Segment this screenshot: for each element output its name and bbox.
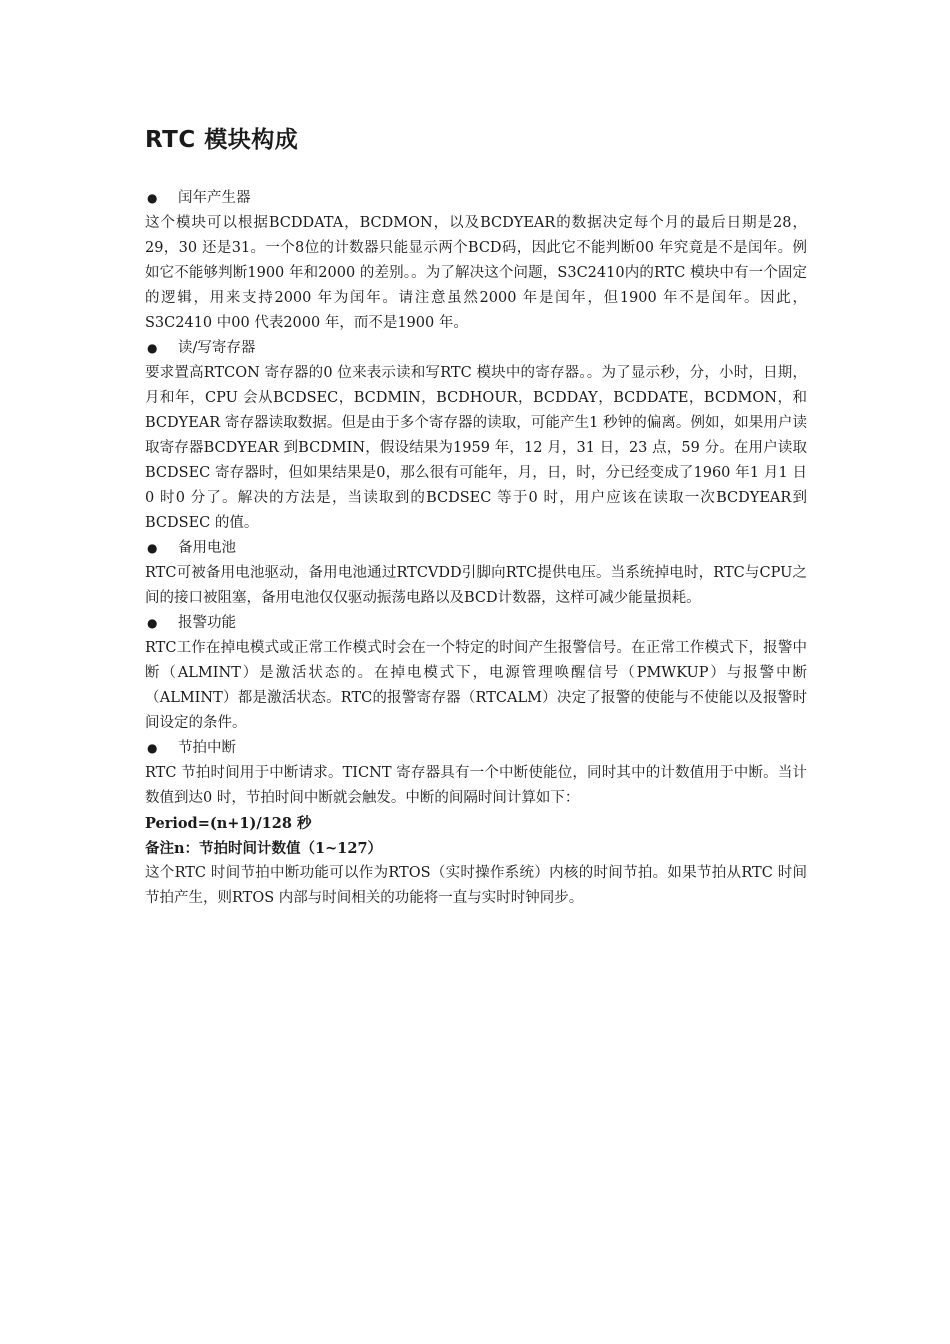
section-heading: 备用电池 — [178, 540, 236, 556]
document-page — [145, 120, 807, 911]
page-title: RTC 模块构成 — [145, 127, 299, 153]
bullet-backup-battery — [145, 536, 807, 561]
bullet-dot-icon: ● — [147, 541, 158, 555]
section-heading: 报警功能 — [178, 615, 236, 631]
section-text-tick-interrupt: RTC 节拍时间用于中断请求。TICNT 寄存器具有一个中断使能位，同时其中的计数值用于中断。当计数值到达0 时，节拍时间中断就会触发。中断的间隔时间计算如下： — [145, 765, 807, 806]
section-text-alarm: RTC工作在掉电模式或正常工作模式时会在一个特定的时间产生报警信号。在正常工作模式下，报警中断（ALMINT）是激活状态的。在掉电模式下，电源管理唤醒信号（PMWKUP）与报警中断（ALMINT）都是激活状态。RTC的报警寄存器（RTCALM）决定了报警的使能与不使能以及报警时间设定的条件。 — [145, 640, 807, 731]
section-text-backup-battery: RTC可被备用电池驱动，备用电池通过RTCVDD引脚向RTC提供电压。当系统掉电时，RTC与CPU之间的接口被阻塞，备用电池仅仅驱动振荡电路以及BCD计数器，这样可减少能量损耗。 — [145, 565, 807, 606]
section-heading: 闰年产生器 — [178, 190, 251, 206]
bullet-dot-icon: ● — [147, 616, 158, 630]
section-text-read-write: 要求置高RTCON 寄存器的0 位来表示读和写RTC 模块中的寄存器。。为了显示秒，分，小时，日期，月和年，CPU 会从BCDSEC，BCDMIN，BCDHOUR，BCDDAY，BCDDATE，BCDMON，和BCDYEAR 寄存器读取数据。但是由于多个寄存器的读取，可能产生1 秒钟的偏离。例如，如果用户读取寄存器BCDYEAR 到BCDMIN，假设结果为1959 年，12 月，31 日，23 点，59 分。在用户读取BCDSEC 寄存器时，但如果结果是0，那么很有可能年，月，日，时，分已经变成了1960 年1 月1 日0 时0 分了。解决的方法是，当读取到的BCDSEC 等于0 时，用户应该在读取一次BCDYEAR到BCDSEC 的值。 — [145, 365, 807, 531]
bullet-leap-year — [145, 186, 807, 211]
formula: Period=(n+1)/128 秒 — [145, 815, 312, 832]
bullet-dot-icon: ● — [147, 741, 158, 755]
section-heading: 节拍中断 — [178, 740, 236, 756]
bullet-read-write — [145, 336, 807, 361]
closing-text: 这个RTC 时间节拍中断功能可以作为RTOS（实时操作系统）内核的时间节拍。如果节拍从RTC 时间节拍产生，则RTOS 内部与时间相关的功能将一直与实时时钟同步。 — [145, 865, 807, 906]
bullet-dot-icon: ● — [147, 341, 158, 355]
bullet-tick-interrupt — [145, 736, 807, 761]
bullet-alarm — [145, 611, 807, 636]
note: 备注n：节拍时间计数值（1~127） — [145, 840, 383, 857]
section-text-leap-year: 这个模块可以根据BCDDATA，BCDMON，以及BCDYEAR的数据决定每个月的最后日期是28，29，30 还是31。一个8位的计数器只能显示两个BCD码，因此它不能判断00 年究竟是不是闰年。例如它不能够判断1900 年和2000 的差别。。为了解决这个问题，S3C2410内的RTC 模块中有一个固定的逻辑，用来支持2000 年为闰年。请注意虽然2000 年是闰年，但1900 年不是闰年。因此，S3C2410 中00 代表2000 年，而不是1900 年。 — [145, 215, 807, 331]
section-heading: 读/写寄存器 — [178, 340, 256, 356]
bullet-dot-icon: ● — [147, 191, 158, 205]
